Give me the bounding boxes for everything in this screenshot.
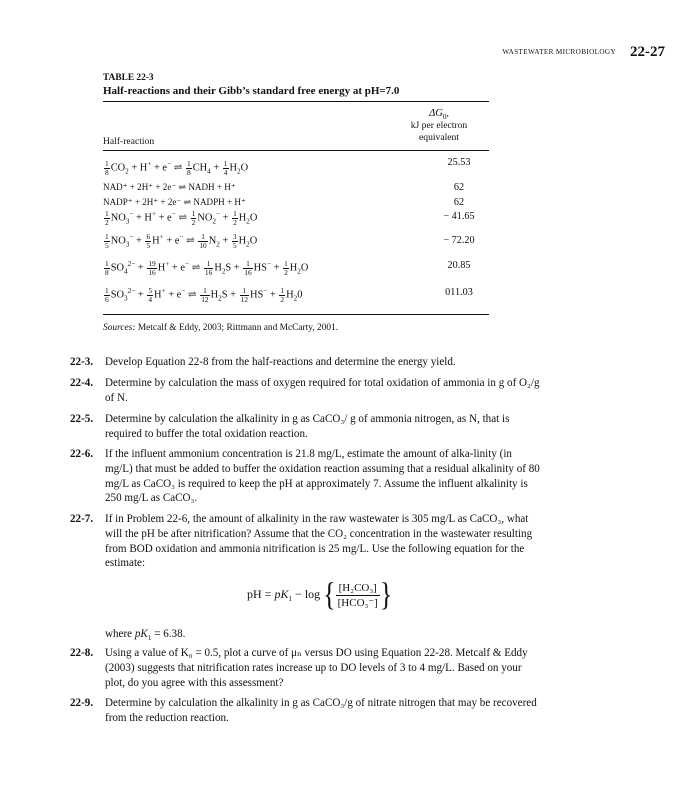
problem-22-7 [70,512,540,571]
table-bottom-rule [103,314,489,315]
problem-number: 22-8. [70,647,94,659]
problem-number: 22-7. [70,513,94,525]
table-top-rule [103,101,489,102]
energy-value-1: 25.53 [447,157,471,168]
problem-text: Using a value of K₀ = 0.5, plot a curve of μₙ versus DO using Equation 22-28. Metcalf & Eddy (2003) suggests that nitrification rates increase up to DO levels of 3 to 4 mg/L. Based on your plot, do you agree with this assessment? [105,647,528,689]
ph-equation: pH = $pK_1 - \log$ { [H₂CO₃] [HCO₃⁻] } [247,576,393,613]
fraction: $\frac{1}{8}$ [105,159,109,177]
problem-text: Determine by calculation the alkalinity in g as CaCO₃/g of nitrate nitrogen that may be recovered from the reduction reaction. [105,697,537,724]
problem-22-8 [70,646,540,690]
energy-col-line-2: kJ per electron [410,120,468,131]
problem-22-4 [70,376,540,406]
reaction-row-5: $\frac{1}{5}$ $NO_3^-$ + $\frac{6}{5}$ H+ + e− ⇌ $\frac{1}{10}$ $N_2$ + $\frac{3}{5}$ $H_2O$ [105,232,258,250]
table-label: TABLE 22-3 [103,73,154,83]
energy-col-line-3: equivalent [419,132,459,143]
problem-number: 22-9. [70,697,94,709]
problem-22-6 [70,447,540,506]
energy-value-4: − 41.65 [443,211,475,222]
problem-number: 22-5. [70,413,94,425]
problem-number: 22-4. [70,377,94,389]
equation-lhs: pH = [247,586,275,601]
equation-numerator: [H₂CO₃] [336,581,380,596]
energy-value-5: − 72.20 [443,235,475,246]
table-sources [103,323,338,333]
equation-log: − log [292,586,321,601]
reaction-row-6: $\frac{1}{8}$ $SO_4^{2-}$ + $\frac{19}{16}$ H+ + e− ⇌ $\frac{1}{16}$ $H_2S$ + $\frac{1}{16}$ HS− + $\frac{1}{2}$ $H_2O$ [105,259,309,277]
energy-value-3: 62 [453,197,465,208]
running-head-title: WASTEWATER MICROBIOLOGY [502,48,616,57]
problem-22-9 [70,696,540,726]
problem-text: Determine by calculation the mass of oxygen required for total oxidation of ammonia in g of O₂/g of N. [105,377,540,404]
reaction-row-7: $\frac{1}{6}$ $SO_3^{2-}$ + $\frac{5}{4}$ H+ + e− ⇌ $\frac{1}{12}$ $H_2S$ + $\frac{1}{12}$ HS− + $\frac{1}{2}$ $H_20$ [105,286,303,304]
page-number: 22-27 [630,43,665,60]
table-caption: Half-reactions and their Gibb’s standard free energy at pH=7.0 [103,85,400,97]
energy-value-2: 62 [453,182,465,193]
energy-column-header [389,108,489,144]
problem-22-3 [70,355,540,370]
problem-number: 22-3. [70,356,94,368]
problem-text: Develop Equation 22-8 from the half-reactions and determine the energy yield. [105,356,456,368]
problem-text: If in Problem 22-6, the amount of alkalinity in the raw wastewater is 305 mg/L as CaCO₃, what will the pH be after nitrification? Assume that the CO₂ concentration in the wastewater resulting from BOD oxidation and ammonia nitrification is 25 mg/L. Use the following equation for the estimate: [105,513,533,570]
energy-value-6: 20.85 [447,260,471,271]
problem-number: 22-6. [70,448,94,460]
problem-text: Determine by calculation the alkalinity in g as CaCO₃/ g of ammonia nitrogen, as N, that is required to buffer the total oxidation reaction. [105,413,510,440]
reaction-row-1: $\frac{1}{8}$ $CO_2 + H^+ + e^-$ ⇌ $\frac{1}{8}$ $CH_4$ + $\frac{1}{4}$ $H_2O$ [105,159,249,177]
running-head [502,43,665,61]
equation-fraction [336,581,380,610]
sources-text: Metcalf & Eddy, 2003; Rittmann and McCarty, 2001. [137,323,339,333]
equation-denominator: [HCO₃⁻] [337,596,378,609]
reaction-column-header: Half-reaction [103,136,155,147]
reaction-row-4: $\frac{1}{2}$ $NO_3^- + H^+ + e^-$ ⇌ $\frac{1}{2}$ $NO_2^-$ + $\frac{1}{2}$ $H_2O$ [105,209,258,227]
equation-where: where $pK_1 = 6.38$. [105,628,186,643]
table-header-rule [103,150,489,151]
reaction-row-3: NADP⁺ + 2H⁺ + 2e⁻ ⇌ NADPH + H⁺ [103,197,246,207]
equation-pk: pK [274,586,289,601]
problem-text: If the influent ammonium concentration is 21.8 mg/L, estimate the amount of alka-linity (in mg/L) that must be added to buffer the oxidation reaction assuming that a residual alkalinity of 80 mg/L as CaCO₃ is required to keep the pH at approximately 7. Assume the influent alkalinity is 250 mg/L as CaCO₃. [105,448,540,505]
reaction-row-2: NAD⁺ + 2H⁺ + 2e⁻ ⇌ NADH + H⁺ [103,182,236,192]
sources-label: Sources: [103,323,136,333]
problem-22-5 [70,412,540,442]
energy-value-7: 011.03 [445,287,473,298]
energy-col-line-1: $\Delta G_0$, [429,108,449,121]
